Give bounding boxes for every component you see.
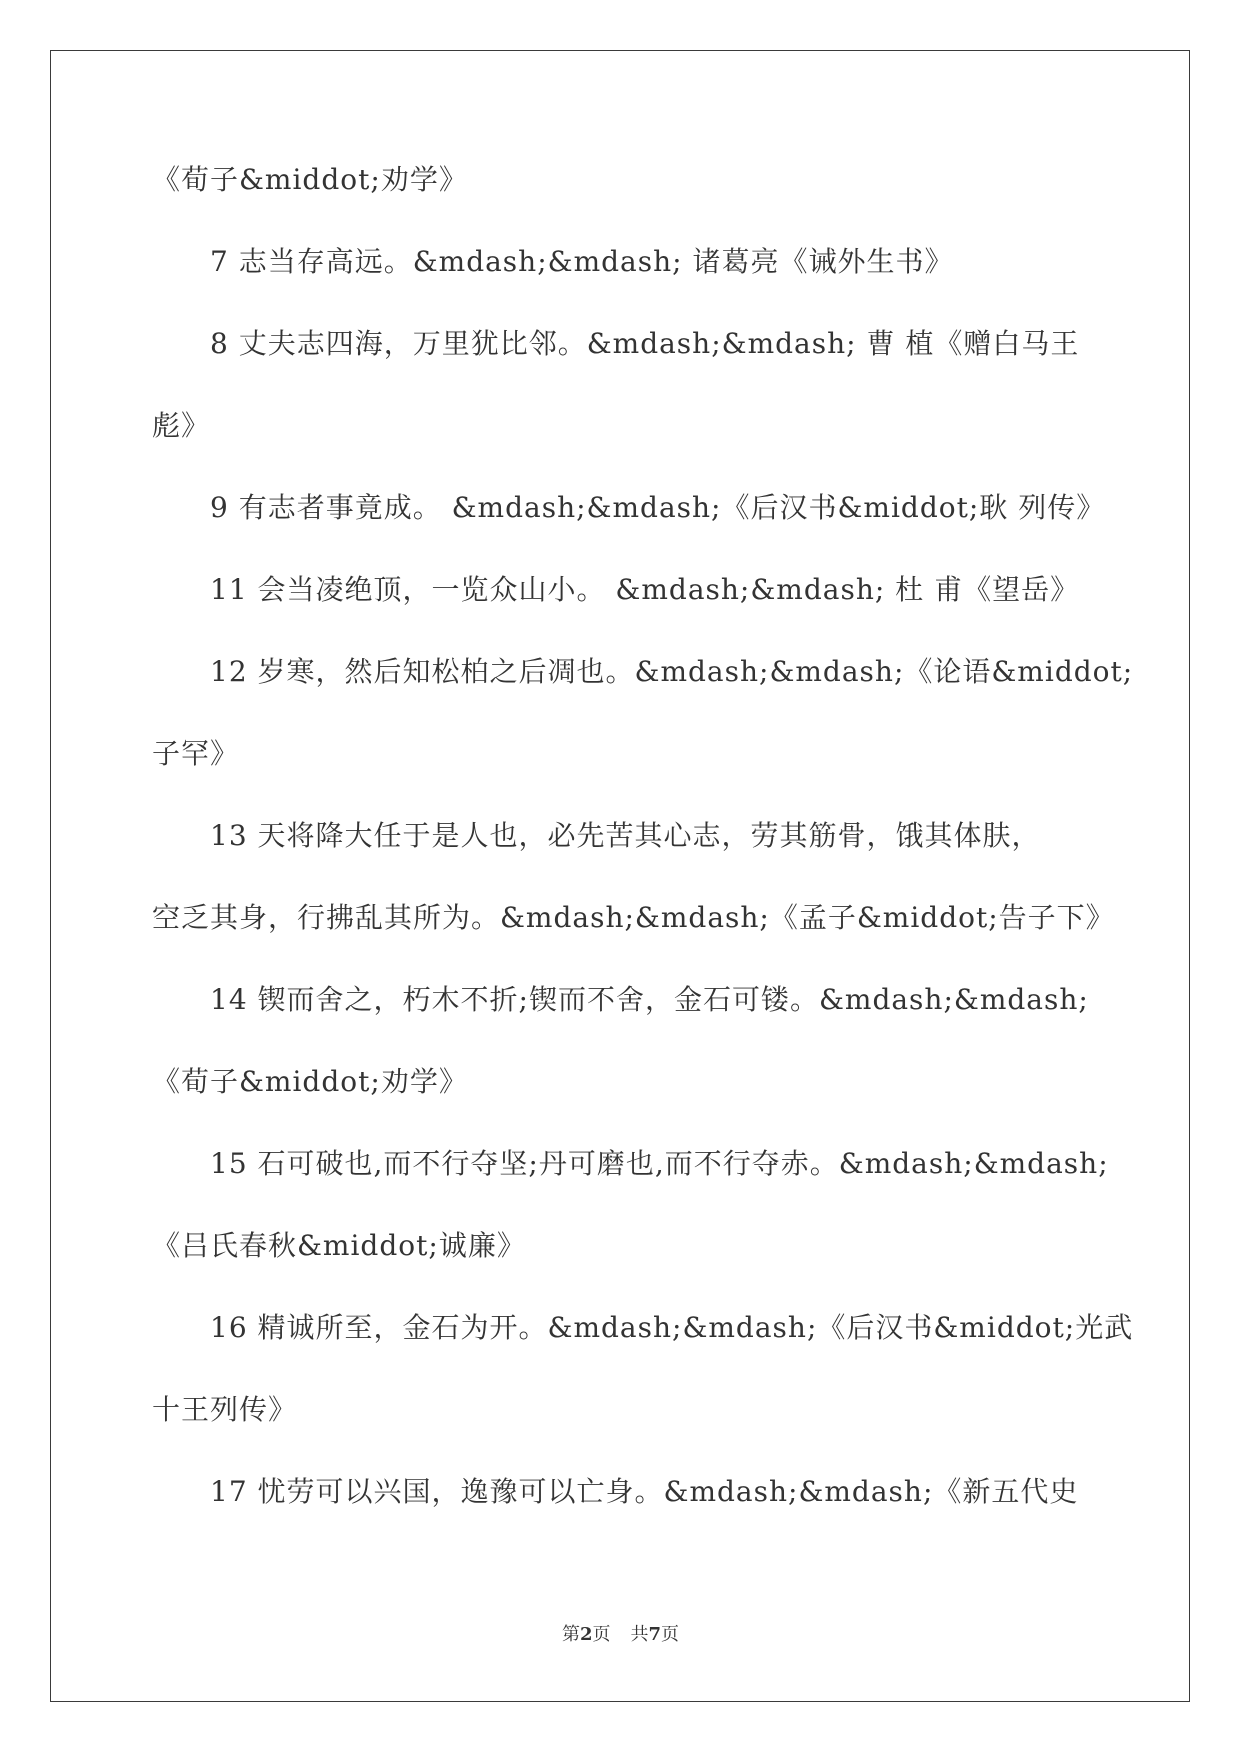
- text-line-17: 17 忧劳可以兴国，逸豫可以亡身。&mdash;&mdash;《新五代史: [210, 1475, 1079, 1508]
- page-footer: [0, 1622, 1241, 1648]
- page-suffix: 页: [592, 1624, 611, 1645]
- text-line-10: 空乏其身，行拂乱其所为。&mdash;&mdash;《孟子&middot;告子下》: [152, 901, 1115, 934]
- total-pages: 7: [648, 1624, 662, 1645]
- text-line-9: 13 天将降大任于是人也，必先苦其心志，劳其筋骨，饿其体肤，: [210, 819, 1041, 852]
- text-line-3: 8 丈夫志四海，万里犹比邻。&mdash;&mdash; 曹 植《赠白马王: [210, 327, 1080, 360]
- total-suffix: 页: [661, 1624, 680, 1645]
- page-number: 2: [579, 1624, 593, 1645]
- text-line-7: 12 岁寒，然后知松柏之后凋也。&mdash;&mdash;《论语&middot;: [210, 655, 1134, 688]
- page-border: [50, 50, 1190, 1702]
- text-line-6: 11 会当凌绝顶，一览众山小。 &mdash;&mdash; 杜 甫《望岳》: [210, 573, 1080, 606]
- text-line-5: 9 有志者事竟成。 &mdash;&mdash;《后汉书&middot;耿 列传》: [210, 491, 1106, 524]
- text-line-4: 彪》: [152, 409, 211, 442]
- text-line-14: 《吕氏春秋&middot;诚廉》: [152, 1229, 526, 1262]
- text-line-11: 14 锲而舍之，朽木不折;锲而不舍，金石可镂。&mdash;&mdash;: [210, 983, 1089, 1016]
- total-prefix: 共: [630, 1624, 649, 1645]
- text-line-8: 子罕》: [152, 737, 240, 770]
- text-line-13: 15 石可破也,而不行夺坚;丹可磨也,而不行夺赤。&mdash;&mdash;: [210, 1147, 1109, 1180]
- text-line-1: 《荀子&middot;劝学》: [152, 163, 468, 196]
- text-line-2: 7 志当存高远。&mdash;&mdash; 诸葛亮《诫外生书》: [210, 245, 954, 278]
- text-line-12: 《荀子&middot;劝学》: [152, 1065, 468, 1098]
- text-line-16: 十王列传》: [152, 1393, 298, 1426]
- page-prefix: 第: [561, 1624, 580, 1645]
- text-line-15: 16 精诚所至，金石为开。&mdash;&mdash;《后汉书&middot;光武: [210, 1311, 1134, 1344]
